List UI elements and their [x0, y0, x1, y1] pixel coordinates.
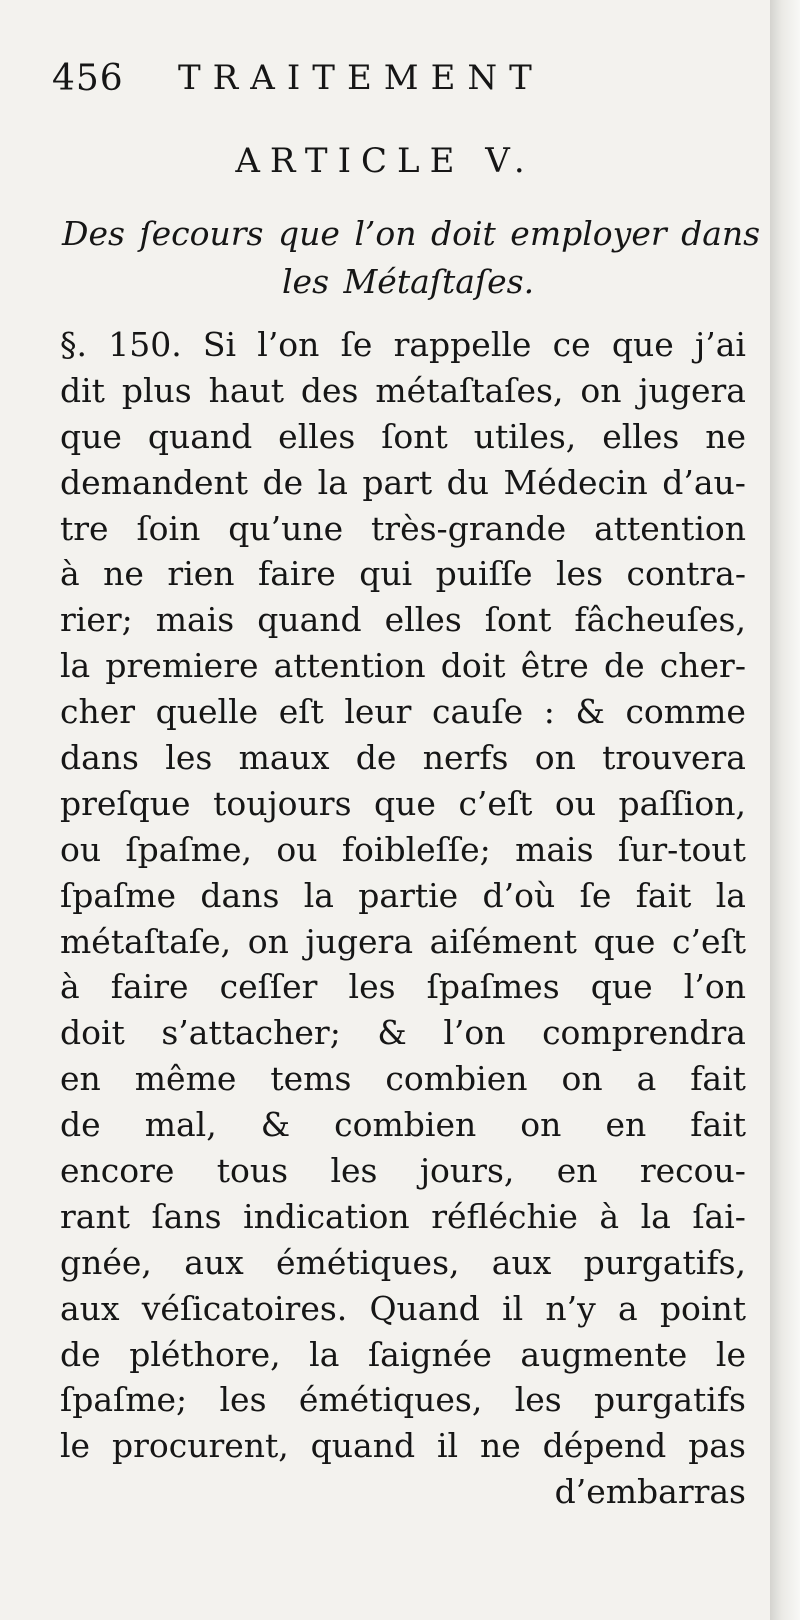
page-number: 456 [52, 58, 124, 99]
text-line: dans les maux de nerfs on trouvera [60, 738, 746, 778]
text-line: de pléthore, la ſaignée augmente le [60, 1334, 746, 1374]
text-line: le procurent, quand il ne dépend pas [60, 1426, 746, 1466]
text-line: en même tems combien on a fait [60, 1059, 746, 1099]
text-line: à ne rien faire qui puiſſe les contra- [60, 554, 746, 594]
text-line: à faire ceſſer les ſpaſmes que l’on [60, 967, 746, 1007]
text-line: doit s’attacher; & l’on comprendra [60, 1013, 746, 1053]
text-line: rier; mais quand elles ſont fâcheuſes, [60, 600, 746, 640]
text-line: demandent de la part du Médecin d’au- [60, 462, 746, 502]
article-heading: ARTICLE V. [235, 141, 535, 181]
article-subtitle-line-1: Des ſecours que l’on doit employer dans [62, 214, 761, 253]
text-line: métaſtaſe, on jugera aiſément que c’eſt [60, 921, 746, 961]
text-line: ou ſpaſme, ou foibleſſe; mais ſur-tout [60, 829, 746, 869]
text-line: que quand elles ſont utiles, elles ne [60, 416, 746, 456]
text-line: ſpaſme dans la partie d’où ſe fait la [60, 875, 746, 915]
catchword: d’embarras [554, 1472, 746, 1512]
text-line: ſpaſme; les émétiques, les purgatifs [60, 1380, 746, 1420]
text-line: §. 150. Si l’on ſe rappelle ce que j’ai [60, 325, 746, 364]
text-line: gnée, aux émétiques, aux purgatifs, [60, 1242, 746, 1282]
text-line: cher quelle eſt leur cauſe : & comme [60, 692, 746, 732]
page-edge-shadow [770, 0, 800, 1620]
text-line: aux véſicatoires. Quand il n’y a point [60, 1288, 746, 1328]
text-line: preſque toujours que c’eſt ou paſſion, [60, 783, 746, 823]
text-line: rant ſans indication réfléchie à la ſai- [60, 1196, 746, 1236]
running-title: TRAITEMENT [178, 58, 544, 98]
body-text [60, 322, 746, 1515]
text-line: la premiere attention doit être de cher- [60, 646, 746, 686]
article-subtitle-line-2: les Métaſtaſes. [282, 262, 535, 301]
text-line: encore tous les jours, en recou- [60, 1151, 746, 1191]
text-line: dit plus haut des métaſtaſes, on jugera [60, 370, 746, 410]
text-line: tre ſoin qu’une très-grande attention [60, 508, 746, 548]
text-line: de mal, & combien on en fait [60, 1105, 746, 1145]
